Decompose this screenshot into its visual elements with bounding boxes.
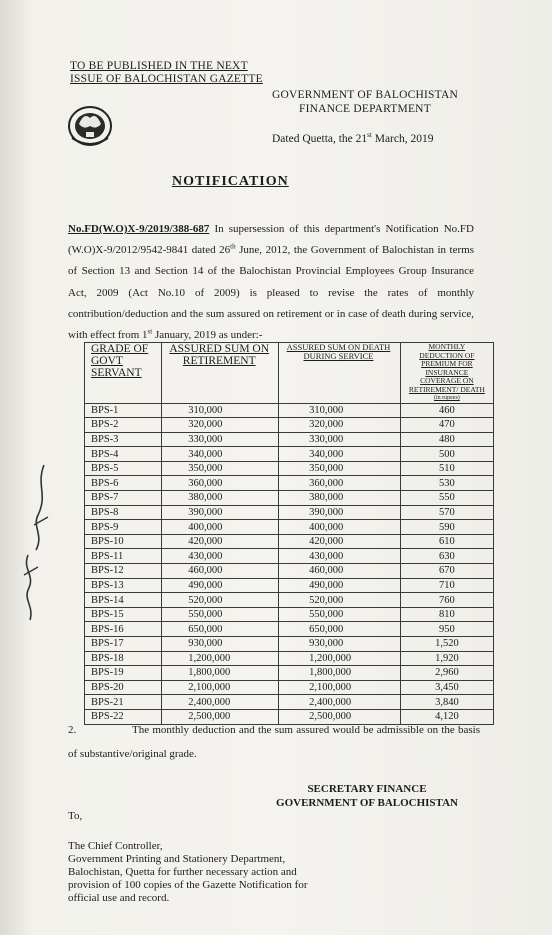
retirement-cell: 2,500,000 <box>162 709 279 724</box>
grade-cell: BPS-8 <box>85 505 162 520</box>
premium-cell: 630 <box>400 549 493 564</box>
table-row <box>85 447 494 462</box>
page-title: NOTIFICATION <box>172 174 289 189</box>
grade-cell: BPS-19 <box>85 666 162 681</box>
death-cell: 320,000 <box>279 418 401 433</box>
table-row <box>85 578 494 593</box>
premium-cell: 570 <box>400 505 493 520</box>
retirement-cell: 2,100,000 <box>162 680 279 695</box>
body-sup-2: st <box>147 327 153 336</box>
premium-cell: 760 <box>400 593 493 608</box>
table-row <box>85 564 494 579</box>
table-row <box>85 593 494 608</box>
grade-cell: BPS-18 <box>85 651 162 666</box>
grade-cell: BPS-22 <box>85 709 162 724</box>
grade-cell: BPS-13 <box>85 578 162 593</box>
premium-cell: 710 <box>400 578 493 593</box>
table-row <box>85 637 494 652</box>
signature-line-2: GOVERNMENT OF BALOCHISTAN <box>276 797 458 809</box>
retirement-cell: 460,000 <box>162 564 279 579</box>
date-sup: st <box>367 131 372 139</box>
retirement-cell: 930,000 <box>162 637 279 652</box>
premium-cell: 510 <box>400 461 493 476</box>
grade-cell: BPS-21 <box>85 695 162 710</box>
retirement-cell: 2,400,000 <box>162 695 279 710</box>
retirement-cell: 330,000 <box>162 432 279 447</box>
death-cell: 420,000 <box>279 534 401 549</box>
header-premium-text: MONTHLY DEDUCTION OF PREMIUM FOR INSURANCE COVERAGE ON RETIREMENT/ DEATH <box>408 342 485 394</box>
retirement-cell: 1,200,000 <box>162 651 279 666</box>
recipient-line-1: The Chief Controller, <box>68 840 163 852</box>
grade-cell: BPS-1 <box>85 403 162 418</box>
grade-cell: BPS-9 <box>85 520 162 535</box>
grade-cell: BPS-6 <box>85 476 162 491</box>
body-sup-1: th <box>230 242 236 251</box>
death-cell: 2,400,000 <box>279 695 401 710</box>
death-cell: 550,000 <box>279 607 401 622</box>
death-cell: 340,000 <box>279 447 401 462</box>
premium-cell: 480 <box>400 432 493 447</box>
death-cell: 430,000 <box>279 549 401 564</box>
premium-cell: 950 <box>400 622 493 637</box>
death-cell: 650,000 <box>279 622 401 637</box>
para2-text: The monthly deduction and the sum assured would be admissible on the basis of substantive/original grade. <box>68 724 480 760</box>
retirement-cell: 360,000 <box>162 476 279 491</box>
to-label: To, <box>68 810 83 822</box>
retirement-cell: 1,800,000 <box>162 666 279 681</box>
para2-number: 2. <box>68 724 77 736</box>
header-death: ASSURED SUM ON DEATH DURING SERVICE <box>279 343 401 404</box>
premium-cell: 2,960 <box>400 666 493 681</box>
grade-cell: BPS-17 <box>85 637 162 652</box>
table-row <box>85 520 494 535</box>
signature-line-1: SECRETARY FINANCE <box>307 783 427 795</box>
death-cell: 310,000 <box>279 403 401 418</box>
table-row <box>85 666 494 681</box>
gazette-notice <box>70 60 263 86</box>
grade-cell: BPS-12 <box>85 564 162 579</box>
death-cell: 390,000 <box>279 505 401 520</box>
gov-line-1: GOVERNMENT OF BALOCHISTAN <box>272 89 458 101</box>
table-row <box>85 622 494 637</box>
table-row <box>85 651 494 666</box>
premium-cell: 810 <box>400 607 493 622</box>
header-premium <box>400 343 493 404</box>
table-row <box>85 695 494 710</box>
body-text-2: June, 2012, the Government of Balochistan in terms of Section 13 and Section 14 of the Balochistan Provincial Employees Group Insurance Act, 2009 (Act No.10 of 2009) is pleased to revise the rates of monthly contribution/deduction and the sum assured on retirement or in case of death during service, with effect from 1 <box>68 244 474 342</box>
gazette-line-2: ISSUE OF BALOCHISTAN GAZETTE <box>70 73 263 85</box>
table-row <box>85 476 494 491</box>
grade-cell: BPS-11 <box>85 549 162 564</box>
death-cell: 1,200,000 <box>279 651 401 666</box>
header-premium-unit: (in rupees) <box>433 395 460 401</box>
table-row <box>85 607 494 622</box>
death-cell: 350,000 <box>279 461 401 476</box>
retirement-cell: 380,000 <box>162 491 279 506</box>
table-row <box>85 403 494 418</box>
retirement-cell: 390,000 <box>162 505 279 520</box>
death-cell: 460,000 <box>279 564 401 579</box>
death-cell: 1,800,000 <box>279 666 401 681</box>
retirement-cell: 310,000 <box>162 403 279 418</box>
grade-cell: BPS-4 <box>85 447 162 462</box>
grade-cell: BPS-20 <box>85 680 162 695</box>
death-cell: 930,000 <box>279 637 401 652</box>
header-grade: GRADE OF GOVT SERVANT <box>85 343 162 404</box>
retirement-cell: 490,000 <box>162 578 279 593</box>
department-heading <box>272 88 458 116</box>
premium-cell: 3,450 <box>400 680 493 695</box>
premium-cell: 1,520 <box>400 637 493 652</box>
gazette-line-1: TO BE PUBLISHED IN THE NEXT <box>70 60 248 72</box>
grade-cell: BPS-15 <box>85 607 162 622</box>
balochistan-emblem-icon <box>66 104 114 148</box>
premium-cell: 460 <box>400 403 493 418</box>
header-retirement: ASSURED SUM ON RETIREMENT <box>162 343 279 404</box>
grade-cell: BPS-7 <box>85 491 162 506</box>
paragraph-2 <box>68 718 480 766</box>
death-cell: 400,000 <box>279 520 401 535</box>
premium-cell: 550 <box>400 491 493 506</box>
date-suffix: March, 2019 <box>371 132 434 145</box>
premium-cell: 1,920 <box>400 651 493 666</box>
table-row <box>85 549 494 564</box>
table-row <box>85 418 494 433</box>
retirement-cell: 420,000 <box>162 534 279 549</box>
table-row <box>85 505 494 520</box>
premium-cell: 610 <box>400 534 493 549</box>
table-header-row <box>85 343 494 404</box>
table-body <box>85 403 494 724</box>
premium-cell: 500 <box>400 447 493 462</box>
recipient-block <box>68 840 328 905</box>
grade-cell: BPS-16 <box>85 622 162 637</box>
grade-cell: BPS-2 <box>85 418 162 433</box>
death-cell: 520,000 <box>279 593 401 608</box>
grade-cell: BPS-3 <box>85 432 162 447</box>
premium-cell: 590 <box>400 520 493 535</box>
death-cell: 2,500,000 <box>279 709 401 724</box>
handwritten-annotation-icon <box>14 455 54 625</box>
table-row <box>85 680 494 695</box>
retirement-cell: 340,000 <box>162 447 279 462</box>
table-row <box>85 461 494 476</box>
body-text-1: In supersession of this department's Notification No.FD (W.O)X-9/2012/9542-9841 dated 26 <box>68 223 474 257</box>
rates-table <box>84 342 494 725</box>
premium-cell: 4,120 <box>400 709 493 724</box>
body-paragraph <box>68 219 474 346</box>
gov-line-2: FINANCE DEPARTMENT <box>299 103 431 115</box>
date-prefix: Dated Quetta, the 21 <box>272 132 368 145</box>
death-cell: 490,000 <box>279 578 401 593</box>
signature-block <box>272 782 462 810</box>
date-line <box>272 131 433 145</box>
premium-cell: 3,840 <box>400 695 493 710</box>
reference-number: No.FD(W.O)X-9/2019/388-687 <box>68 223 210 235</box>
retirement-cell: 350,000 <box>162 461 279 476</box>
premium-cell: 670 <box>400 564 493 579</box>
retirement-cell: 650,000 <box>162 622 279 637</box>
premium-cell: 530 <box>400 476 493 491</box>
death-cell: 2,100,000 <box>279 680 401 695</box>
death-cell: 380,000 <box>279 491 401 506</box>
table-row <box>85 432 494 447</box>
body-text-3: January, 2019 as under:- <box>152 329 263 342</box>
recipient-line-2: Government Printing and Stationery Department, <box>68 853 286 865</box>
grade-cell: BPS-10 <box>85 534 162 549</box>
table-row <box>85 534 494 549</box>
premium-cell: 470 <box>400 418 493 433</box>
grade-cell: BPS-5 <box>85 461 162 476</box>
death-cell: 360,000 <box>279 476 401 491</box>
retirement-cell: 430,000 <box>162 549 279 564</box>
retirement-cell: 520,000 <box>162 593 279 608</box>
recipient-line-4: provision of 100 copies of the Gazette Notification for <box>68 879 308 891</box>
retirement-cell: 400,000 <box>162 520 279 535</box>
table-row <box>85 491 494 506</box>
recipient-line-3: Balochistan, Quetta for further necessary action and <box>68 866 297 878</box>
retirement-cell: 550,000 <box>162 607 279 622</box>
recipient-line-5: official use and record. <box>68 892 170 904</box>
retirement-cell: 320,000 <box>162 418 279 433</box>
death-cell: 330,000 <box>279 432 401 447</box>
grade-cell: BPS-14 <box>85 593 162 608</box>
